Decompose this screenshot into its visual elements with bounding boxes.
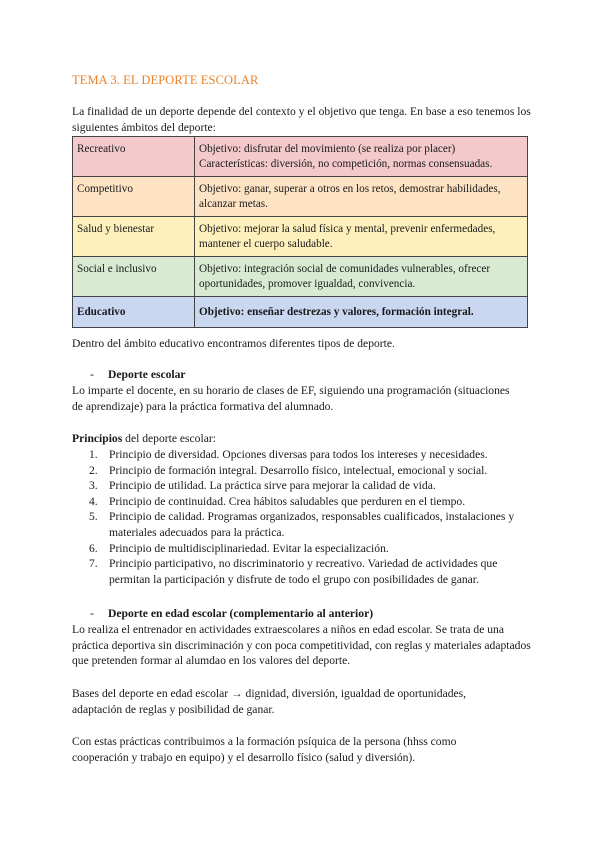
- edad-escolar-text: Lo realiza el entrenador en actividades extraescolares a niños en edad escolar. Se trata de una práctica deportiva sin discriminación y con poca competitividad, con reglas y materiales adaptados que pretenden formar al alumdao en los valores del deporte.: [72, 623, 531, 668]
- ambito-name: Educativo: [73, 297, 195, 328]
- list-number: 6.: [89, 541, 98, 555]
- principios-list: [72, 447, 532, 587]
- table-row: [73, 217, 528, 257]
- deporte-escolar-heading: [90, 367, 186, 383]
- table-row: [73, 137, 528, 177]
- list-item: [72, 478, 532, 494]
- intro-paragraph: La finalidad de un deporte depende del contexto y el objetivo que tenga. En base a eso tenemos los siguientes ámbitos del deporte:: [72, 105, 531, 134]
- bases-paragraph: Bases del deporte en edad escolar → dignidad, diversión, igualdad de oportunidades, adaptación de reglas y posibilidad de ganar.: [72, 687, 467, 716]
- conclusion-paragraph: Con estas prácticas contribuimos a la formación psíquica de la persona (hhss como cooperación y trabajo en equipo) y el desarrollo físico (salud y diversión).: [72, 735, 457, 764]
- deporte-escolar-title: Deporte escolar: [108, 368, 186, 381]
- list-item-text: Principio de diversidad. Opciones diversas para todos los intereses y necesidades.: [109, 448, 488, 461]
- list-item: [72, 494, 532, 510]
- list-item-text: Principio de multidisciplinariedad. Evitar la especialización.: [109, 541, 389, 555]
- list-number: 4.: [89, 494, 98, 508]
- table-row: [73, 257, 528, 297]
- bullet-dash: -: [90, 368, 94, 381]
- principios-heading-bold: Principios: [72, 432, 123, 445]
- list-item-text: Principio participativo, no discriminatorio y recreativo. Variedad de actividades que permitan la participación y disfrute de todo el grupo con posibilidades de ganar.: [109, 557, 498, 586]
- ambito-desc: Objetivo: integración social de comunidades vulnerables, ofrecer oportunidades, promover igualdad, convivencia.: [195, 257, 528, 297]
- bullet-dash: -: [90, 607, 94, 620]
- principios-heading: [72, 431, 532, 447]
- ambito-desc: Objetivo: disfrutar del movimiento (se realiza por placer) Características: diversión, no competición, normas consensuadas.: [195, 137, 528, 177]
- page-title: TEMA 3. EL DEPORTE ESCOLAR: [72, 73, 259, 87]
- list-number: 5.: [89, 510, 98, 524]
- list-item: [72, 541, 532, 557]
- list-item: [72, 556, 532, 587]
- list-item-text: Principio de formación integral. Desarrollo físico, intelectual, emocional y social.: [109, 463, 488, 477]
- list-item-text: Principio de calidad. Programas organizados, responsables cualificados, instalaciones y materiales adecuados para la práctica.: [109, 510, 515, 539]
- list-number: 2.: [89, 463, 98, 477]
- table-row: [73, 297, 528, 328]
- table-row: [73, 177, 528, 217]
- ambito-desc: Objetivo: enseñar destrezas y valores, formación integral.: [195, 297, 528, 328]
- list-item: [72, 447, 532, 463]
- list-number: 1.: [89, 448, 98, 461]
- list-item-text: Principio de continuidad. Crea hábitos saludables que perduren en el tiempo.: [109, 494, 466, 508]
- ambito-desc: Objetivo: ganar, superar a otros en los retos, demostrar habilidades, alcanzar metas.: [195, 177, 528, 217]
- edad-escolar-heading: [90, 606, 373, 622]
- ambito-desc: Objetivo: mejorar la salud física y mental, prevenir enfermedades, mantener el cuerpo saludable.: [195, 217, 528, 257]
- ambito-name: Competitivo: [73, 177, 195, 217]
- educativo-intro: Dentro del ámbito educativo encontramos diferentes tipos de deporte.: [72, 337, 395, 350]
- ambito-name: Social e inclusivo: [73, 257, 195, 297]
- list-item-text: Principio de utilidad. La práctica sirve para mejorar la calidad de vida.: [109, 479, 436, 493]
- deporte-escolar-text: Lo imparte el docente, en su horario de clases de EF, siguiendo una programación (situaciones de aprendizaje) para la práctica formativa del alumnado.: [72, 384, 510, 413]
- ambitos-table: [72, 136, 528, 328]
- list-number: 7.: [89, 557, 98, 571]
- ambito-name: Salud y bienestar: [73, 217, 195, 257]
- edad-escolar-title: Deporte en edad escolar (complementario al anterior): [108, 607, 374, 620]
- list-item: [72, 509, 532, 540]
- list-number: 3.: [89, 479, 98, 493]
- principios-heading-rest: del deporte escolar:: [122, 432, 216, 445]
- list-item: [72, 463, 532, 479]
- ambito-name: Recreativo: [73, 137, 195, 177]
